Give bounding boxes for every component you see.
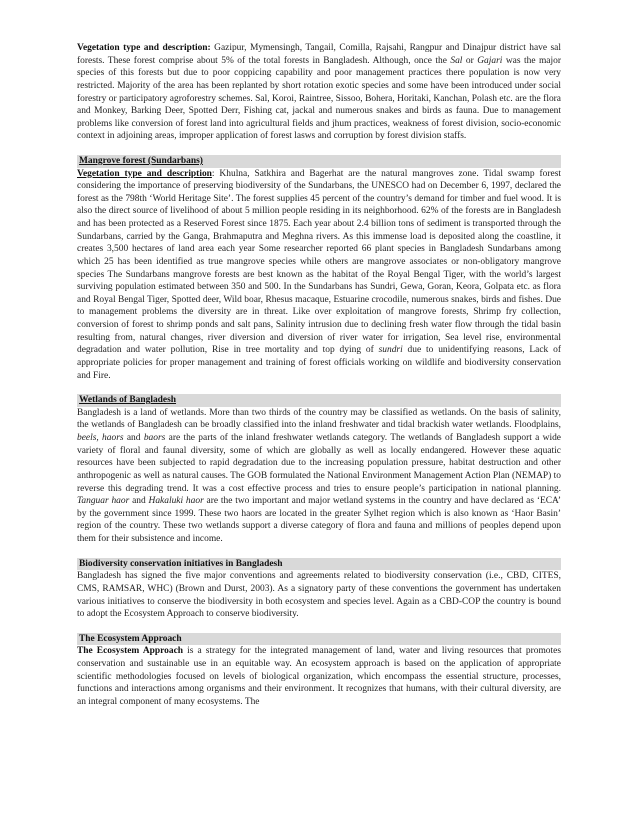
mangrove-heading: Mangrove forest (Sundarbans) [77,155,561,168]
wetlands-text-3: are the parts of the inland freshwater wetlands category. The wetlands of Bangladesh support a wide variety of floral and faunal diversity, some of which are globally as well as locally endangered. However these aquatic resources have been subjected to rapid degradation due to the increasing population pressure, habitat destruction and other anthropogenic as well as natural causes. The GOB formulated the National Environment Management Action Plan (NEMAP) to reverse this degrading trend. It was a cost effective process and tries to ensure people’s participation in national planning. [77,433,561,494]
ecosystem-heading: The Ecosystem Approach [77,633,561,646]
spacer [77,143,561,155]
wetlands-italic-baors: baors [143,433,166,444]
spacer [77,546,561,558]
document-page [77,42,561,709]
vegetation-text-3: was the major species of this forests but due to poor coppicing capability and poor management practices there population is now very restricted. Majority of the area has been replanted by short rotation exotic species and some have been introduced under social forestry or participatory agroforestry schemes. Sal, Koroi, Raintree, Sissoo, Bohera, Horitaki, Kanchan, Polash etc. are the flora and Monkey, Barking Deer, Spotted Derr, Fishing cat, jackal and numerous snakes and birds as fauna. Due to management problems like conversion of forest land into agricultural fields and jhum practices, weakness of forest division, socio-economic context in adjoining areas, improper application of forest lasws and corruption by forest division staffs. [77,55,561,142]
biodiversity-heading: Biodiversity conservation initiatives in Bangladesh [77,558,561,571]
wetlands-text-4: and [129,496,149,507]
ecosystem-text-1: is a strategy for the integrated management of land, water and living resources that promotes conservation and sustainable use in an equitable way. An ecosystem approach is based on the application of appropriate scientific methodologies focused on levels of biological organization, which encompass the essential structure, processes, functions and interactions among organisms and their environment. It recognizes that humans, with their cultural diversity, are an integral component of many ecosystems. The [77,646,561,707]
vegetation-text-1: Gazipur, Mymensingh, Tangail, Comilla, Rajsahi, Rangpur and Dinajpur district have sal forests. These forest comprise about 5% of the total forests in Bangladesh. Although, once the [77,43,561,66]
ecosystem-lead: The Ecosystem Approach [77,646,184,657]
mangrove-text-2: due to unidentifying reasons, Lack of appropriate policies for proper management and training of forest officials working on wildlife and biodiversity conservation and Fire. [77,345,561,381]
vegetation-italic-gajari: Gajari [477,55,503,66]
wetlands-italic-tanguar: Tanguar haor [77,496,130,507]
vegetation-paragraph [77,42,561,143]
wetlands-heading: Wetlands of Bangladesh [77,394,561,407]
spacer [77,382,561,394]
mangrove-italic-sundri: sundri [378,345,403,356]
biodiversity-text-1: Bangladesh has signed the five major conventions and agreements related to biodiversity conservation (i.e., CBD, CITES, CMS, RAMSAR, WHC) (Brown and Durst, 2003). As a signatory party of these conventions the government has undertaken various initiatives to conserve the biodiversity in both ecosystem and species level. Again as a CBD-COP the country is bound to adopt the Ecosystem Approach to conserve biodiversity. [77,571,561,620]
mangrove-paragraph [77,168,561,383]
vegetation-lead: Vegetation type and description: [77,43,211,53]
wetlands-text-2: and [123,433,144,444]
spacer [77,621,561,633]
wetlands-italic-beels-haors: beels, haors [77,433,124,444]
wetlands-paragraph [77,407,561,546]
wetlands-text-5: are the two important and major wetland systems in the country and have declared as ‘ECA’ by the government since 1999. These two haors are located in the greater Sylhet region which is also known as ‘Haor Basin’ region of the country. These two wetlands support a diverse category of flora and fauna and millions of peoples depend upon them for their subsistence and income. [77,496,561,545]
wetlands-italic-hakaluki: Hakaluki haor [148,496,204,507]
mangrove-text-1: : Khulna, Satkhira and Bagerhat are the natural mangroves zone. Tidal swamp forest considering the importance of preserving biodiversity of the Sundarbans, the UNESCO had on December 6, 1997, declared the forest as the 798th ‘World Heritage Site’. The forest supplies 45 percent of the country’s demand for timber and fuel wood. It is also the direct source of livelihood of about 5 million people residing in its neighborhood. 62% of the forests are in Bangladesh and has been protected as a Reserved Forest since 1875. Each year about 2.4 billion tons of sediment is transported through the Sundarbans, carried by the Ganga, Brahmaputra and Meghna rivers. As this immense load is deposited along the coastline, it creates 3,500 hectares of land area each year Some researcher reported 66 plant species in Bangladesh Sundarbans among which 25 has been identified as true mangrove species while others are mangrove associates or non-obligatory mangrove species The Sundarbans mangrove forests are best known as the habitat of the Royal Bengal Tiger, with the world’s largest surviving population estimated between 350 and 500. In the Sundarbans has Sundri, Gewa, Goran, Keora, Golpata etc. as flora and Royal Bengal Tiger, Spotted deer, Wild boar, Rhesus macaque, Estuarine crocodile, numerous snakes, birds and fishes. Due to management problems the diversity are in threat. Like over exploitation of mangrove forests, Shrimp fry collection, conversion of forest to shrimp ponds and salt pans, Salinity intrusion due to declining fresh water flow through the tidal basin resulting from, natural changes, river diversion and diversion of river water for irrigation, Sea level rise, environmental degradation and water pollution, Rise in tree mortality and top dying of [77,168,561,356]
wetlands-text-1: Bangladesh is a land of wetlands. More than two thirds of the country may be classified as wetlands. On the basis of salinity, the wetlands of Bangladesh can be broadly classified into the inland freshwater and tidal brackish water wetlands. Floodplains, [77,407,561,431]
ecosystem-paragraph [77,645,561,708]
biodiversity-paragraph [77,570,561,621]
vegetation-text-2: or [462,55,478,66]
vegetation-italic-sal: Sal [450,55,463,66]
mangrove-lead: Vegetation type and description [77,168,212,179]
